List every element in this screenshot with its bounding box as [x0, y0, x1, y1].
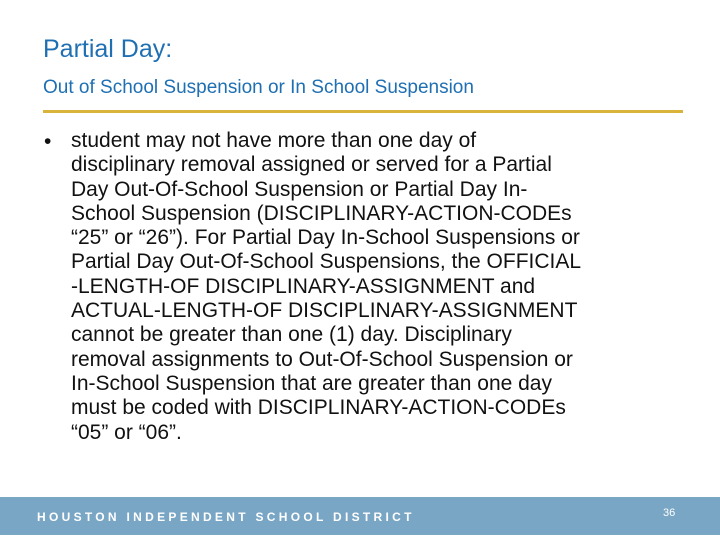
body-line: ACTUAL-LENGTH-OF DISCIPLINARY-ASSIGNMENT — [71, 299, 578, 323]
bullet-marker: • — [44, 130, 52, 153]
body-line: “05” or “06”. — [71, 420, 182, 444]
bullet-text — [71, 129, 693, 445]
slide-title: Partial Day: — [43, 35, 173, 63]
body-line: “25” or “26”). For Partial Day In-School Suspensions or — [71, 226, 580, 250]
body-line: removal assignments to Out-Of-School Suspension or — [71, 347, 573, 371]
body-line: Partial Day Out-Of-School Suspensions, the OFFICIAL — [71, 250, 582, 274]
body-line: must be coded with DISCIPLINARY-ACTION-CODEs — [71, 396, 566, 420]
body-line: School Suspension (DISCIPLINARY-ACTION-CODEs — [71, 201, 572, 225]
body-line: cannot be greater than one (1) day. Disciplinary — [71, 323, 512, 347]
body-line: disciplinary removal assigned or served for a Partial — [71, 153, 552, 177]
page-number: 36 — [663, 507, 676, 519]
organization-name: HOUSTON INDEPENDENT SCHOOL DISTRICT — [37, 510, 415, 524]
body-line: In-School Suspension that are greater than one day — [71, 371, 552, 395]
title-divider — [43, 110, 683, 113]
body-line: student may not have more than one day of — [71, 129, 477, 152]
body-line: Day Out-Of-School Suspension or Partial Day In- — [71, 177, 528, 201]
footer-bar — [0, 497, 720, 535]
body-line: -LENGTH-OF DISCIPLINARY-ASSIGNMENT and — [71, 274, 536, 298]
slide-subtitle: Out of School Suspension or In School Suspension — [43, 77, 474, 98]
